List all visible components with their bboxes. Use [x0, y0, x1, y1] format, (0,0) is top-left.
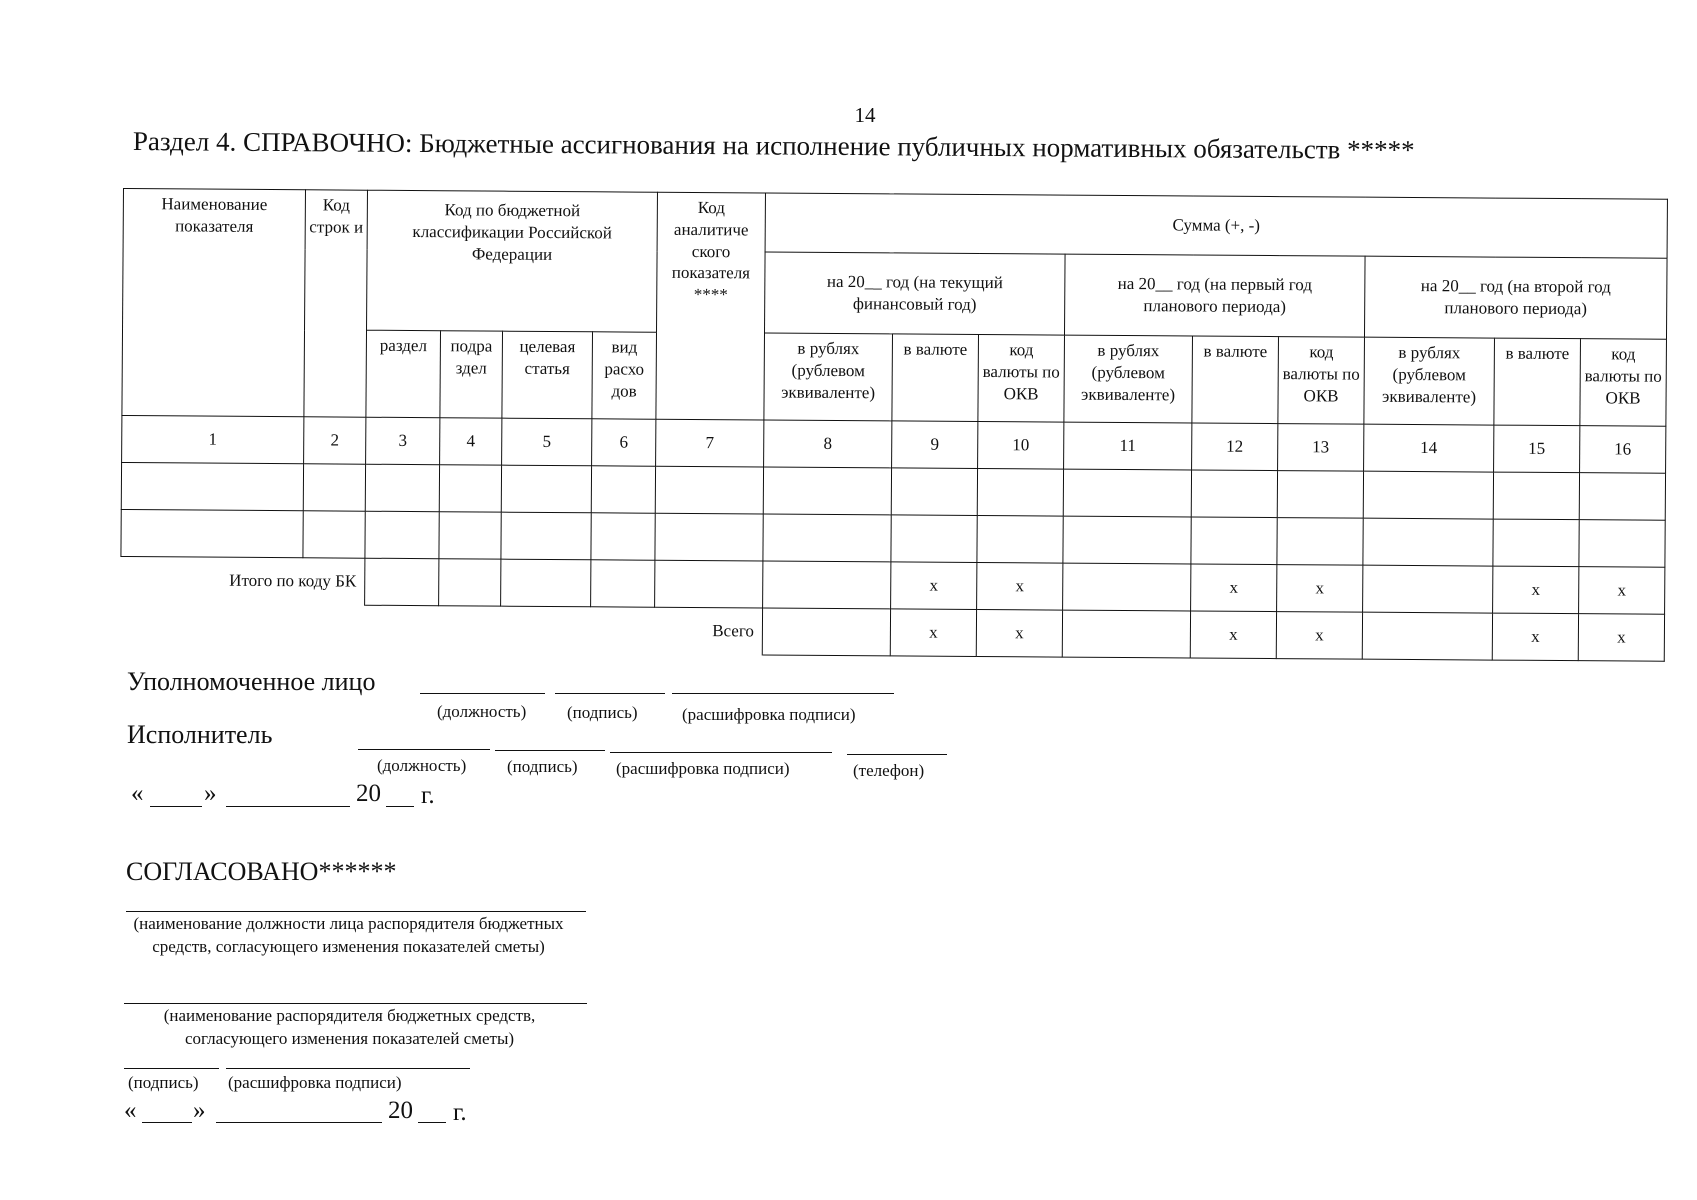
- table-cell[interactable]: [1063, 469, 1191, 517]
- executor-signature-line[interactable]: [495, 750, 605, 751]
- col-number: 1: [122, 415, 304, 463]
- x-mark: x: [1579, 567, 1665, 615]
- table-cell[interactable]: [977, 515, 1063, 563]
- table-cell[interactable]: [655, 466, 763, 514]
- caption-phone: (телефон): [853, 761, 925, 780]
- header-bk-subsection: подра здел: [440, 331, 503, 418]
- table-cell[interactable]: [1363, 471, 1493, 519]
- table-cell[interactable]: [303, 511, 365, 558]
- date-close-quote: »: [204, 780, 217, 807]
- table-cell[interactable]: [763, 514, 891, 562]
- x-mark: x: [1493, 566, 1579, 614]
- authorized-signature-line[interactable]: [555, 693, 665, 694]
- header-bk: Код по бюджетной классификации Российской Федерации: [367, 190, 658, 332]
- x-mark: x: [890, 609, 976, 657]
- header-y1-okv: код валюты по ОКВ: [978, 334, 1065, 422]
- total-all-row: [120, 603, 1664, 661]
- executor-decoding-line[interactable]: [610, 752, 832, 753]
- authorized-decoding-line[interactable]: [672, 693, 894, 694]
- table-cell[interactable]: [655, 513, 763, 561]
- header-bk-section: раздел: [366, 330, 441, 418]
- table-cell[interactable]: [1062, 610, 1190, 658]
- date-year-line[interactable]: [418, 1122, 446, 1123]
- caption-signature: (подпись): [567, 703, 638, 722]
- date-year-line[interactable]: [386, 806, 414, 807]
- table-cell[interactable]: [501, 512, 591, 560]
- x-mark: x: [1277, 565, 1363, 613]
- approval-official-caption: (наименование должности лица распорядителя бюджетных средств, согласующего изменения показателей сметы): [133, 914, 564, 956]
- header-year-plan1: на 20__ год (на первый год планового периода): [1064, 254, 1365, 337]
- table-cell[interactable]: [501, 559, 591, 607]
- authorized-person-label: Уполномоченное лицо: [127, 667, 376, 696]
- executor-position-line[interactable]: [358, 749, 490, 750]
- x-mark: x: [977, 562, 1063, 610]
- table-cell[interactable]: [121, 509, 303, 557]
- table-cell[interactable]: [1277, 518, 1363, 566]
- col-number: 5: [502, 418, 592, 466]
- x-mark: x: [1276, 612, 1362, 660]
- col-number: 7: [656, 419, 764, 467]
- date-year-suffix: г.: [453, 1099, 467, 1126]
- col-number: 9: [892, 421, 978, 469]
- header-y1-cur: в валюте: [892, 334, 979, 422]
- col-number: 12: [1192, 423, 1278, 471]
- approval-caption-signature: (подпись): [128, 1073, 199, 1092]
- date-year-prefix: 20: [388, 1097, 413, 1124]
- date-open-quote: «: [131, 780, 144, 807]
- approval-title: СОГЛАСОВАНО******: [126, 857, 397, 886]
- col-number: 6: [592, 419, 656, 466]
- caption-signature: (подпись): [507, 757, 578, 776]
- header-y2-okv: код валюты по ОКВ: [1278, 337, 1365, 425]
- appropriations-table-wrap: [120, 188, 1668, 662]
- col-number: 2: [304, 417, 366, 464]
- table-cell[interactable]: [1493, 472, 1579, 520]
- executor-phone-line[interactable]: [847, 754, 947, 755]
- authorized-position-line[interactable]: [420, 693, 545, 694]
- date-day-line[interactable]: [150, 806, 202, 807]
- table-cell[interactable]: [1277, 471, 1363, 519]
- table-cell[interactable]: [365, 464, 439, 512]
- col-number: 14: [1364, 424, 1494, 472]
- section-title: Раздел 4. СПРАВОЧНО: Бюджетные ассигнования на исполнение публичных нормативных обязательств *****: [132, 126, 1415, 165]
- col-number: 11: [1064, 422, 1192, 470]
- approval-caption-decoding: (расшифровка подписи): [228, 1073, 402, 1092]
- table-cell[interactable]: [1363, 518, 1493, 566]
- table-cell[interactable]: [1362, 612, 1492, 660]
- header-name: Наименование показателя: [122, 189, 306, 417]
- appropriations-table: [120, 188, 1668, 662]
- col-number: 15: [1494, 425, 1580, 473]
- table-cell[interactable]: [762, 608, 890, 656]
- table-cell[interactable]: [591, 466, 655, 513]
- table-cell[interactable]: [303, 464, 365, 511]
- table-cell[interactable]: [439, 559, 501, 606]
- caption-position: (должность): [437, 702, 527, 721]
- x-mark: x: [1190, 611, 1276, 659]
- table-cell[interactable]: [891, 515, 977, 563]
- header-year-plan2: на 20__ год (на второй год планового периода): [1364, 256, 1667, 339]
- date-month-line[interactable]: [226, 806, 350, 807]
- table-cell[interactable]: [1191, 517, 1277, 565]
- table-cell[interactable]: [655, 560, 763, 608]
- x-mark: x: [1578, 614, 1664, 662]
- date-year-suffix: г.: [421, 782, 435, 809]
- table-cell[interactable]: [591, 513, 655, 560]
- table-cell[interactable]: [763, 561, 891, 609]
- col-number: 13: [1278, 424, 1364, 472]
- header-y2-rub: в рублях (рублевом эквиваленте): [1064, 335, 1193, 423]
- table-cell[interactable]: [501, 465, 591, 513]
- header-sum: Сумма (+, -): [765, 193, 1667, 258]
- table-cell[interactable]: [1493, 519, 1579, 567]
- table-cell[interactable]: [1363, 565, 1493, 613]
- table-cell[interactable]: [121, 462, 303, 510]
- table-cell[interactable]: [1191, 470, 1277, 518]
- x-mark: x: [976, 609, 1062, 657]
- date-close-quote: »: [193, 1097, 206, 1124]
- x-mark: x: [1191, 564, 1277, 612]
- table-cell[interactable]: [365, 558, 439, 606]
- header-y2-cur: в валюте: [1192, 336, 1279, 424]
- table-cell[interactable]: [763, 467, 891, 515]
- total-bk-label: Итого по коду БК: [121, 556, 365, 605]
- approval-signature-line[interactable]: [124, 1068, 219, 1069]
- caption-position: (должность): [377, 756, 467, 775]
- table-cell[interactable]: [439, 465, 501, 512]
- header-y3-okv: код валюты по ОКВ: [1580, 339, 1667, 427]
- caption-decoding: (расшифровка подписи): [616, 759, 790, 778]
- col-number: 8: [764, 420, 892, 468]
- header-bk-target: целевая статья: [502, 331, 593, 419]
- table-cell[interactable]: [591, 560, 655, 607]
- x-mark: x: [1492, 613, 1578, 661]
- date-year-prefix: 20: [356, 780, 381, 807]
- header-bk-expense: вид расхо дов: [592, 332, 657, 419]
- x-mark: x: [891, 562, 977, 610]
- table-cell[interactable]: [1063, 516, 1191, 564]
- header-year-current: на 20__ год (на текущий финансовый год): [765, 252, 1066, 335]
- table-cell[interactable]: [1063, 563, 1191, 611]
- header-y1-rub: в рублях (рублевом эквиваленте): [764, 333, 893, 421]
- col-number: 3: [366, 417, 440, 465]
- header-analytic: Код аналитиче ского показателя ****: [656, 192, 766, 420]
- approval-decoding-line[interactable]: [226, 1068, 470, 1069]
- executor-label: Исполнитель: [127, 720, 273, 749]
- date-day-line[interactable]: [142, 1122, 192, 1123]
- table-cell[interactable]: [977, 468, 1063, 516]
- date-month-line[interactable]: [216, 1122, 382, 1123]
- header-y3-cur: в валюте: [1494, 338, 1581, 426]
- date-open-quote: «: [124, 1097, 137, 1124]
- table-cell[interactable]: [1579, 520, 1665, 568]
- table-cell[interactable]: [365, 511, 439, 559]
- table-cell[interactable]: [439, 512, 501, 559]
- approval-org-caption: (наименование распорядителя бюджетных средств, согласующего изменения показателей сметы): [163, 1006, 536, 1048]
- col-number: 16: [1580, 426, 1666, 474]
- caption-decoding: (расшифровка подписи): [682, 705, 856, 724]
- header-y3-rub: в рублях (рублевом эквиваленте): [1364, 337, 1495, 425]
- col-number: 4: [440, 418, 502, 465]
- total-all-label: Всего: [654, 607, 762, 655]
- header-code-line: Код строк и: [304, 190, 368, 417]
- page-number: 14: [854, 103, 876, 127]
- table-cell[interactable]: [891, 468, 977, 516]
- col-number: 10: [978, 421, 1064, 469]
- table-cell[interactable]: [1579, 473, 1665, 521]
